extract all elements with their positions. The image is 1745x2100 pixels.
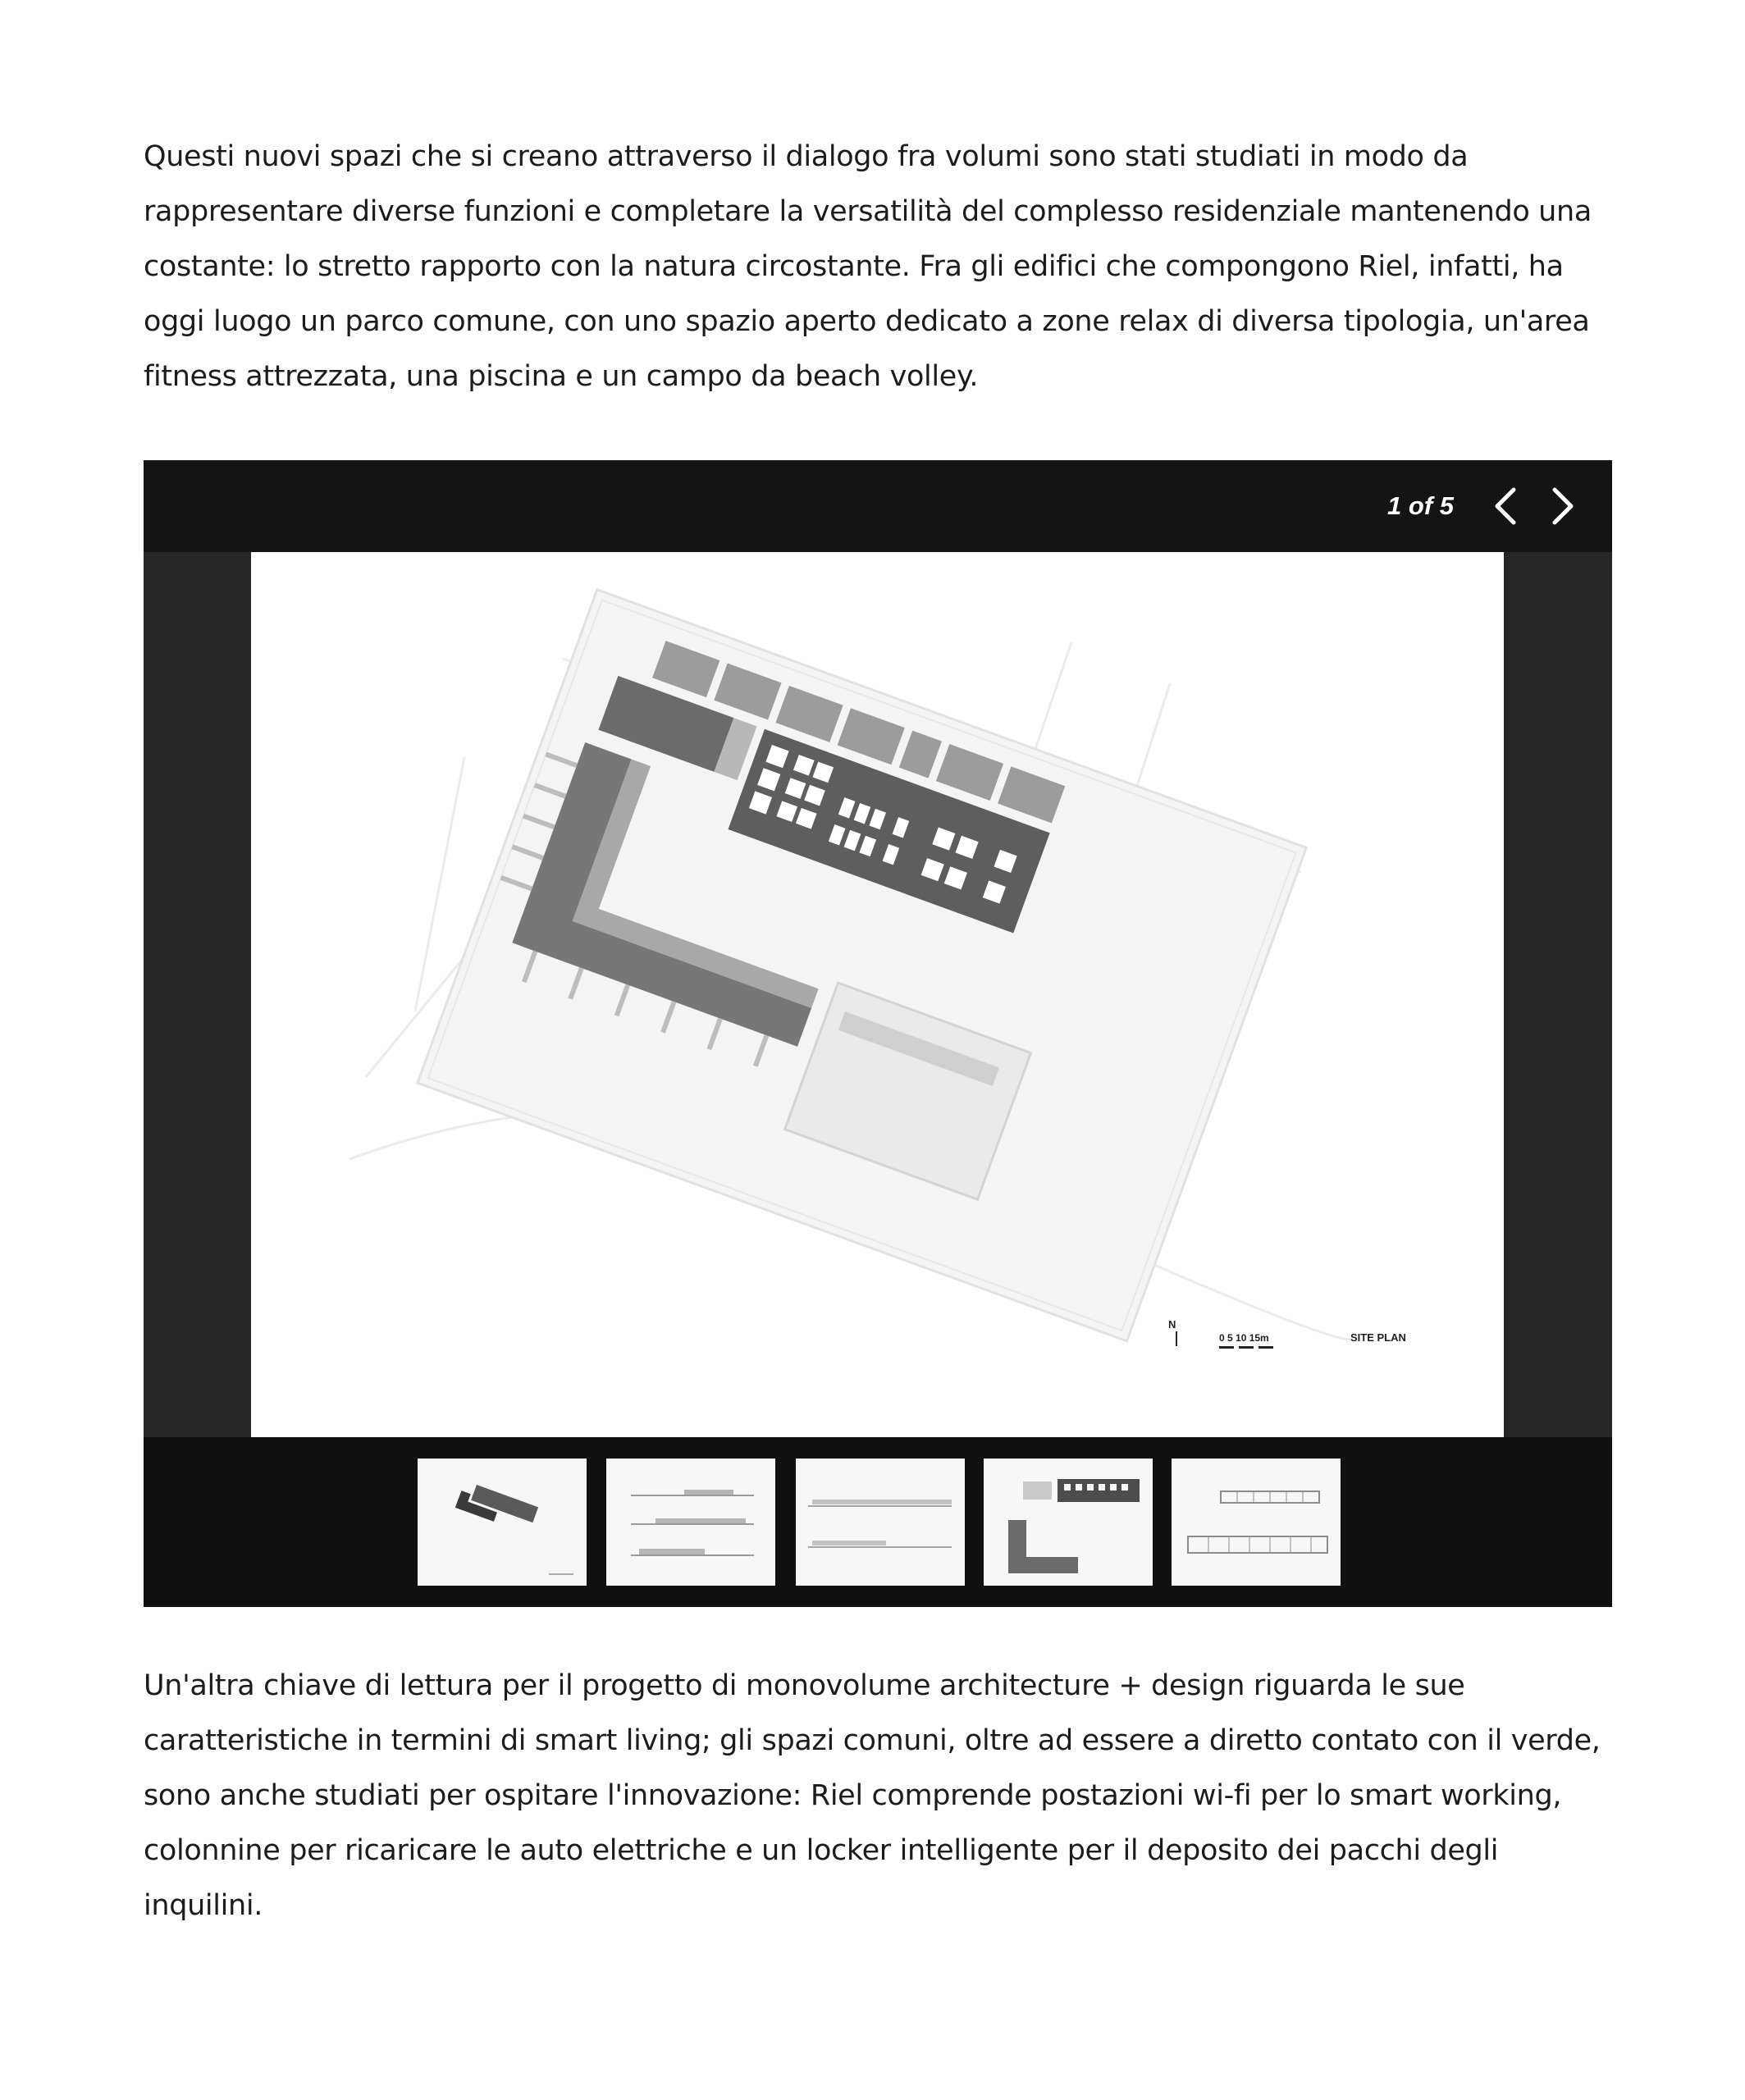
north-label: N [1168, 1318, 1176, 1331]
image-gallery [144, 460, 1612, 1607]
scale-label: 0 5 10 15m [1219, 1332, 1269, 1344]
thumbnail-2[interactable] [606, 1459, 775, 1586]
article-paragraph: Questi nuovi spazi che si creano attraverso il dialogo fra volumi sono stati studiati in modo da rappresentare diverse funzioni e completare la versatilità del complesso residenziale mantenendo una costante: lo stretto rapporto con la natura circostante. Fra gli edifici che compongono Riel, infatti, ha oggi luogo un parco comune, con uno spazio aperto dedicato a zone relax di diversa tipologia, un'area fitness attrezzata, una piscina e un campo da beach volley. [144, 140, 1592, 393]
thumbnail-4[interactable] [984, 1459, 1153, 1586]
chevron-left-icon [1484, 478, 1530, 534]
chevron-right-icon [1538, 478, 1584, 534]
site-plan-thumbnail-icon [418, 1459, 587, 1586]
gallery-counter: 1 of 5 [1387, 491, 1454, 520]
site-plan-drawing [251, 552, 1504, 1437]
gallery-stage [144, 552, 1612, 1437]
gallery-header [144, 460, 1612, 552]
previous-image-button[interactable] [1484, 478, 1530, 534]
site-plan-label: SITE PLAN [1350, 1331, 1406, 1344]
ground-floor-plan-thumbnail-icon [984, 1459, 1153, 1586]
thumbnail-3[interactable] [796, 1459, 965, 1586]
site-plan-image[interactable] [251, 552, 1504, 1437]
thumbnail-5[interactable] [1172, 1459, 1341, 1586]
article-paragraph: Un'altra chiave di lettura per il progetto di monovolume architecture + design riguarda le sue caratteristiche in termini di smart living; gli spazi comuni, oltre ad essere a diretto contato con il verde, sono anche studiati per ospitare l'innovazione: Riel comprende postazioni wi-fi per lo smart working, colonnine per ricaricare le auto elettriche e un locker intelligente per il deposito dei pacchi degli inquilini. [144, 1669, 1601, 1922]
thumbnail-1[interactable] [418, 1459, 587, 1586]
next-image-button[interactable] [1538, 478, 1584, 534]
elevations-thumbnail-icon [606, 1459, 775, 1586]
facades-thumbnail-icon [1172, 1459, 1341, 1586]
thumbnail-strip [144, 1437, 1612, 1607]
sections-thumbnail-icon [796, 1459, 965, 1586]
